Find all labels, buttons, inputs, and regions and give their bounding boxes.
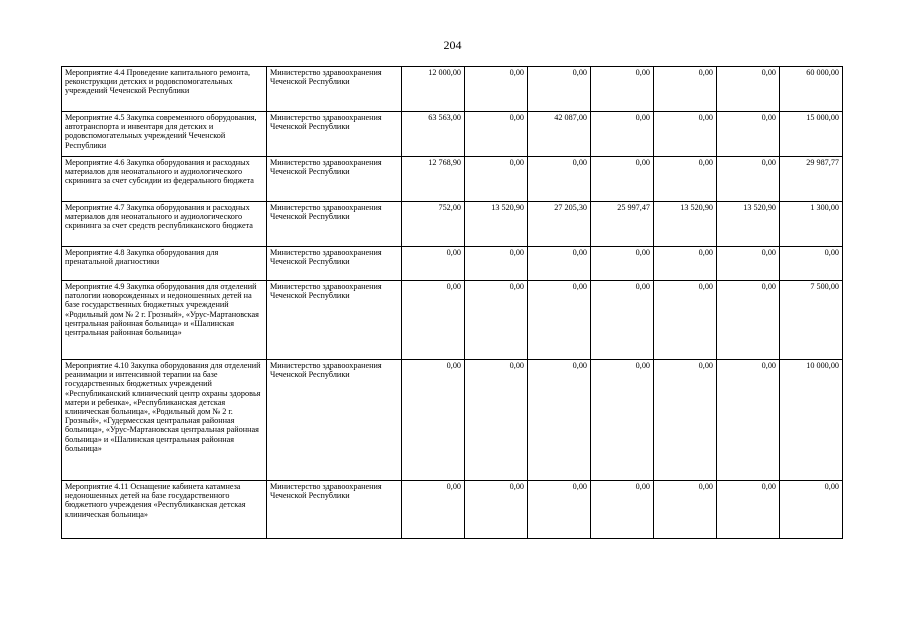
- value-cell: 0,00: [780, 247, 843, 281]
- value-cell: 0,00: [717, 281, 780, 360]
- value-cell: 0,00: [654, 481, 717, 539]
- value-cell: 0,00: [402, 481, 465, 539]
- value-cell: 0,00: [528, 481, 591, 539]
- value-cell: 0,00: [717, 157, 780, 202]
- value-cell: 0,00: [528, 281, 591, 360]
- value-cell: 0,00: [591, 247, 654, 281]
- executor-cell: Министерство здравоохранения Чеченской Республики: [267, 281, 402, 360]
- value-cell: 0,00: [654, 157, 717, 202]
- executor-cell: Министерство здравоохранения Чеченской Республики: [267, 202, 402, 247]
- value-cell: 0,00: [717, 481, 780, 539]
- value-cell: 0,00: [591, 281, 654, 360]
- value-cell: 0,00: [717, 112, 780, 157]
- value-cell: 0,00: [654, 247, 717, 281]
- executor-cell: Министерство здравоохранения Чеченской Республики: [267, 360, 402, 481]
- value-cell: 0,00: [402, 281, 465, 360]
- value-cell: 0,00: [591, 112, 654, 157]
- value-cell: 752,00: [402, 202, 465, 247]
- table-row: [62, 281, 843, 360]
- value-cell: 0,00: [591, 360, 654, 481]
- value-cell: 15 000,00: [780, 112, 843, 157]
- value-cell: 0,00: [591, 481, 654, 539]
- value-cell: 0,00: [591, 67, 654, 112]
- value-cell: 0,00: [528, 157, 591, 202]
- value-cell: 0,00: [780, 481, 843, 539]
- value-cell: 0,00: [465, 247, 528, 281]
- event-cell: Мероприятие 4.11 Оснащение кабинета катамнеза недоношенных детей на базе государственного бюджетного учреждения «Республиканская детская клиническая больница»: [62, 481, 267, 539]
- value-cell: 0,00: [654, 360, 717, 481]
- value-cell: 0,00: [465, 157, 528, 202]
- table-row: [62, 157, 843, 202]
- value-cell: 12 768,90: [402, 157, 465, 202]
- value-cell: 60 000,00: [780, 67, 843, 112]
- value-cell: 13 520,90: [465, 202, 528, 247]
- value-cell: 27 205,30: [528, 202, 591, 247]
- value-cell: 0,00: [465, 481, 528, 539]
- table-row: [62, 202, 843, 247]
- event-cell: Мероприятие 4.5 Закупка современного оборудования, автотранспорта и инвентаря для детских и родовспомогательных учреждений Чеченской Республики: [62, 112, 267, 157]
- event-cell: Мероприятие 4.6 Закупка оборудования и расходных материалов для неонатального и аудиологического скрининга за счет субсидии из федерального бюджета: [62, 157, 267, 202]
- value-cell: 0,00: [528, 67, 591, 112]
- value-cell: 0,00: [717, 247, 780, 281]
- value-cell: 0,00: [465, 281, 528, 360]
- event-cell: Мероприятие 4.10 Закупка оборудования для отделений реанимации и интенсивной терапии на базе государственных бюджетных учреждений «Республиканский клинический центр охраны здоровья матери и ребенка», «Республиканская детская клиническая больница», «Родильный дом № 2 г. Грозный», «Гудермесская центральная районная больница», «Урус-Мартановская центральная районная больница» и «Шалинская центральная районная больница»: [62, 360, 267, 481]
- value-cell: 0,00: [654, 281, 717, 360]
- value-cell: 0,00: [528, 360, 591, 481]
- value-cell: 63 563,00: [402, 112, 465, 157]
- executor-cell: Министерство здравоохранения Чеченской Республики: [267, 112, 402, 157]
- value-cell: 1 300,00: [780, 202, 843, 247]
- value-cell: 0,00: [717, 360, 780, 481]
- value-cell: 0,00: [654, 67, 717, 112]
- table-row: [62, 360, 843, 481]
- event-cell: Мероприятие 4.9 Закупка оборудования для отделений патологии новорожденных и недоношенных детей на базе государственных бюджетных учреждений «Родильный дом № 2 г. Грозный», «Урус-Мартановская центральная районная больница» и «Шалинская центральная районная больница»: [62, 281, 267, 360]
- value-cell: 13 520,90: [717, 202, 780, 247]
- value-cell: 25 997,47: [591, 202, 654, 247]
- value-cell: 42 087,00: [528, 112, 591, 157]
- executor-cell: Министерство здравоохранения Чеченской Республики: [267, 481, 402, 539]
- value-cell: 12 000,00: [402, 67, 465, 112]
- table-row: [62, 481, 843, 539]
- event-cell: Мероприятие 4.7 Закупка оборудования и расходных материалов для неонатального и аудиологического скрининга за счет средств республиканского бюджета: [62, 202, 267, 247]
- page-number: 204: [443, 38, 462, 52]
- value-cell: 29 987,77: [780, 157, 843, 202]
- value-cell: 0,00: [402, 360, 465, 481]
- value-cell: 0,00: [654, 112, 717, 157]
- funding-table: [61, 66, 843, 539]
- value-cell: 7 500,00: [780, 281, 843, 360]
- value-cell: 13 520,90: [654, 202, 717, 247]
- event-cell: Мероприятие 4.8 Закупка оборудования для пренатальной диагностики: [62, 247, 267, 281]
- value-cell: 0,00: [465, 360, 528, 481]
- value-cell: 0,00: [402, 247, 465, 281]
- value-cell: 0,00: [465, 67, 528, 112]
- value-cell: 0,00: [717, 67, 780, 112]
- executor-cell: Министерство здравоохранения Чеченской Республики: [267, 67, 402, 112]
- table-row: [62, 112, 843, 157]
- value-cell: 0,00: [591, 157, 654, 202]
- event-cell: Мероприятие 4.4 Проведение капитального ремонта, реконструкции детских и родовспомогательных учреждений Чеченской Республики: [62, 67, 267, 112]
- table-body: [62, 67, 843, 539]
- executor-cell: Министерство здравоохранения Чеченской Республики: [267, 157, 402, 202]
- table-row: [62, 67, 843, 112]
- table-row: [62, 247, 843, 281]
- value-cell: 10 000,00: [780, 360, 843, 481]
- value-cell: 0,00: [528, 247, 591, 281]
- value-cell: 0,00: [465, 112, 528, 157]
- executor-cell: Министерство здравоохранения Чеченской Республики: [267, 247, 402, 281]
